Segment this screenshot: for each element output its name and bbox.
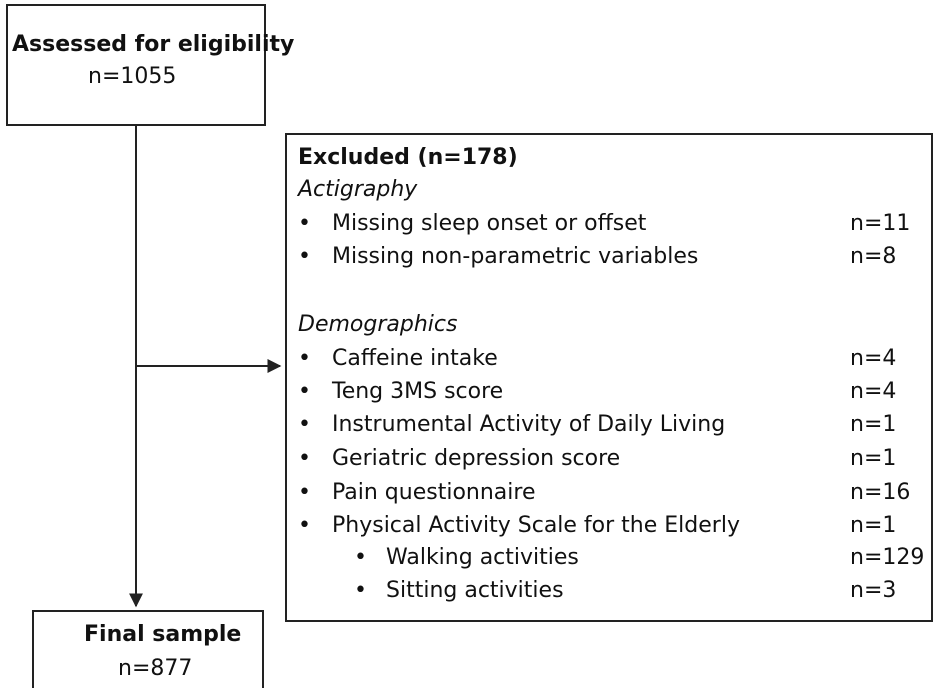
final-title: Final sample — [84, 622, 242, 647]
item-label: Missing sleep onset or offset — [332, 211, 647, 236]
item-label: Missing non-parametric variables — [332, 244, 699, 269]
item-count: n=129 — [850, 545, 925, 570]
item-count: n=1 — [850, 412, 897, 437]
assessed-count: n=1055 — [88, 64, 177, 89]
bullet: • — [298, 211, 311, 236]
item-label: Instrumental Activity of Daily Living — [332, 412, 726, 437]
item-count: n=1 — [850, 446, 897, 471]
bullet: • — [298, 244, 311, 269]
bullet: • — [298, 412, 311, 437]
item-label: Pain questionnaire — [332, 480, 536, 505]
item-count: n=11 — [850, 211, 911, 236]
bullet: • — [298, 480, 311, 505]
item-label: Teng 3MS score — [332, 379, 504, 404]
bullet: • — [298, 346, 311, 371]
group-heading-actigraphy: Actigraphy — [298, 177, 418, 202]
assessed-box — [6, 4, 295, 126]
excluded-title: Excluded (n=178) — [298, 145, 518, 170]
item-count: n=1 — [850, 513, 897, 538]
final-count: n=877 — [118, 656, 193, 681]
item-count: n=16 — [850, 480, 911, 505]
excluded-box — [285, 133, 933, 622]
item-label: Geriatric depression score — [332, 446, 621, 471]
item-label: Caffeine intake — [332, 346, 498, 371]
bullet: • — [298, 446, 311, 471]
item-count: n=4 — [850, 379, 897, 404]
group-heading-demographics: Demographics — [298, 312, 458, 337]
bullet: • — [354, 578, 367, 603]
final-sample-box — [32, 610, 264, 688]
bullet: • — [298, 513, 311, 538]
bullet: • — [298, 379, 311, 404]
item-count: n=8 — [850, 244, 897, 269]
bullet: • — [354, 545, 367, 570]
assessed-title: Assessed for eligibility — [12, 32, 295, 57]
item-label: Physical Activity Scale for the Elderly — [332, 513, 740, 538]
item-label: Walking activities — [386, 545, 579, 570]
item-label: Sitting activities — [386, 578, 564, 603]
item-count: n=4 — [850, 346, 897, 371]
item-count: n=3 — [850, 578, 897, 603]
